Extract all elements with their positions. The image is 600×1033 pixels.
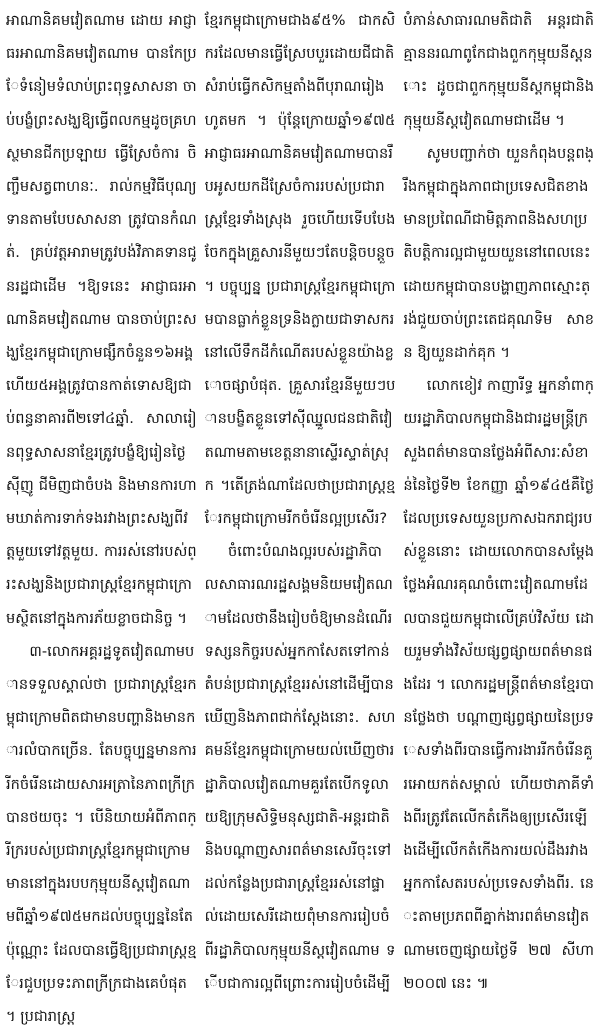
article-paragraph: ៣-លោកអគ្គរដ្ឋទូតវៀតណាមបានទទួលស្គាល់ថា ប្រជារាស្ត្រខ្មែរកម្ពុជាក្រោមពិតជាមានបញ្ហានិងមានការលំបាកច្រើន. តែបច្ចុប្បន្នមានការរីកចំរើនដោយសារអត្រានៃភាពក្រីក្របានថយចុះ ។ បើនិយាយអំពីភាពក្រីក្ររបស់ប្រជារាស្ត្រខ្មែរកម្ពុជាក្រោមមាននៅក្នុងរបបកុម្មុយនីស្តវៀតណាមពីឆ្នាំ១៩៧៥មកដល់បច្ចុប្បន្ននៃតែប៉ុណ្ណោះ ដែលបានធ្វើឱ្យប្រជារាស្ត្រខ្មែរជួបប្រទះភាពក្រីក្រជាងគេបំផុត ។ ប្រជារាស្ត្រ [6,642,197,1026]
article-column-left [6,4,197,1026]
article-paragraph: បំភាន់សាធារណមតិជាតិ អន្តរជាតិ គ្មាននរណាពូកែជាងពួកកុម្មុយនីស្តនោះ ដូចជាពួកកុម្មុយនីស្តកម្ពុជានិងកុម្មុយនីស្តវៀតណាមជាដើម ។ [403,12,595,129]
article-paragraph: អាណានិគមវៀតណាម ដោយ អាជ្ញាធរអាណានិគមវៀតណាម បានកែប្រែទំនៀមទំលាប់ព្រះពុទ្ធសាសនា ចាប់បង្ខំព្រះសង្ឃឱ្យធ្វើពលកម្មដូចគ្រហស្ថមានជីកប្រឡាយ ធ្វើស្រែចំការ ចិញ្ចឹមសត្វពាហនៈ. រាល់កម្មវិធីបុណ្យទានតាមបែបសាសនា ត្រូវបានកំណត់. គ្រប់វត្តអារាមត្រូវបង់វិភាគទានជូនរដ្ឋជាដើម ។ឱ្យទនេះ អាជ្ញាធរអាណានិគមវៀតណាម បានចាប់ព្រះសង្ឃខ្មែរកម្ពុជាក្រោមផ្សឹកចំនួន១៦អង្គហើយ៥អង្គត្រូវបានកាត់ទោសឱ្យជាប់ពន្ធនាគារពី២ទៅ៤ឆ្នាំ. សាលារៀនពុទ្ធសាសនាខ្មែរត្រូវបង្ខំឱ្យរៀនថ្ងៃស៊ីញូ ជីមិញជាចំបង និងមានការហាមឃាត់ការទាក់ទងរវាងព្រះសង្ឃពីវត្តមួយទៅវត្តមួយ. ការរស់នៅរបស់ព្រះសង្ឃនិងប្រជារាស្ត្រខ្មែរកម្ពុជាក្រោមស្ថិតនៅក្នុងការភ័យខ្លាចជានិច្ច ។ [6,12,197,627]
article-column-middle [205,4,396,1007]
article-paragraph: ខ្មែរកម្ពុជាក្រោមជាង៩៥% ជាកសិករដែលមានធ្វើស្រែបបួរដោយជីជាតិសំរាប់ធ្វើកសិកម្មតាំងពីបុរាណរៀងហូតមក ។ ប៉ុន្តែក្រោយឆ្នាំ១៩៧៥ អាជ្ញាធរអាណានិគមវៀតណាមបានរឹបអូសយកដីស្រែចំការរបស់ប្រជារាស្ត្រខ្មែរទាំងស្រុង រួចហើយទើបបែងចែកក្នុងគ្រួសារនីមួយៗតែបន្តិចបន្តួច ។ បច្ចុប្បន្ន ប្រជារាស្ត្រខ្មែរកម្ពុជាក្រោមបានធ្លាក់ខ្លួនទ្រនិងក្លាយជាទាសករនៅលើទឹកដីកំណើតរបស់ខ្លួនយ៉ាងខ្លោចផ្សាបំផុត. គ្រួសារខ្មែរនីមួយៗបានបង្ខិតខ្លួនទៅស៊ីឈ្នួលជនជាតិវៀតណាមតាមខេត្តនានាស្ទើរស្ទាត់ស្រុក ។តើត្រង់ណាដែលថាប្រជារាស្ត្រខ្មែរកម្ពុជាក្រោមរីកចំរើនល្អប្រសើរ? [204,12,396,528]
article-paragraph: សូមបញ្ជាក់ថា យួនកំពុងបន្តពង្រឹងកម្ពុជាក្នុងភាពជាប្រទេសជិតខាងមានប្រពៃណីជាមិត្តភាពនិងសហប្រតិបត្តិការល្អជាមួយយួននៅពេលនេះ ដោយកម្ពុជាបានបង្ហាញភាពស្មោះត្រង់ជួយចាប់ព្រះតេជគុណទិម សាខន ឱ្យយួនដាក់គុក ។ [403,144,595,362]
article-paragraph: លោកខៀវ កាញារីទ្ធ អ្នកនាំពាក្យរដ្ឋាភិបាលកម្ពុជានិងជារដ្ឋមន្ត្រីក្រសួងពត៌មានបានថ្លែងអំពីសារៈសំខាន់នៃថ្ងៃទី២ ខែកញ្ញា ឆ្នាំ១៩៤៥គឺថ្ងៃដែលប្រទេសយួនប្រកាសឯករាជ្យរបស់ខ្លួននោះ ដោយលោកបានសម្តែងថ្លែងអំណរគុណចំពោះវៀតណាមដែលបានជួយកម្ពុជាលើគ្រប់វិស័យ ដោយរួមទាំងវិស័យផ្សព្វផ្សាយពត៌មានផងដែរ ។ លោករដ្ឋមន្ត្រីពត៌មានខ្មែរបានថ្លែងថា បណ្តាញផ្សព្វផ្សាយនៃប្រទេសទាំងពីរបានធ្វើការងាររីកចំរើនគួរអោយកត់សម្គាល់ ហើយថាភាគីទាំងពីរត្រូវតែលើកតំកើងឲ្យប្រសើរឡើងដើម្បីលើកតំកើងការយល់ដឹងរវាងអ្នកកាសែតរបស់ប្រទេសទាំងពីរ. នេះតាមប្រភពពីគ្នាក់ងារពត៌មានវៀតណាមចេញផ្សាយថ្ងៃទី ២៧ សីហា ២០០៧ នេះ ៕ [403,377,595,992]
article-paragraph: ចំពោះបំណងល្អរបស់រដ្ឋាភិបាលសាធារណរដ្ឋសង្គមនិយមវៀតណាមដែលថានឹងរៀបចំឱ្យមានដំណើរទស្សនកិច្ចរបស់អ្នកកាសែតទៅកាន់តំបន់ប្រជារាស្ត្រខ្មែររស់នៅដើម្បីបានឃើញនិងភាពជាក់ស្តែងនោះ. សហគមន៍ខ្មែរកម្ពុជាក្រោមយល់ឃើញថារដ្ឋាភិបាលវៀតណាមគួរតែបើកទូលាយឱ្យក្រុមសិទ្ធិមនុស្សជាតិ-អន្តរជាតិនិងបណ្តាញសារពត៌មានសេរីចុះទៅដល់កន្លែងប្រជារាស្ត្រខ្មែររស់នៅផ្ទាល់ដោយសេរីដោយពុំមានការរៀបចំពីរដ្ឋាភិបាលកុម្មុយនីស្តវៀតណាម ទើបជាការល្អពីព្រោះការរៀបចំដើម្បី [204,543,396,992]
article-column-right [403,4,594,1007]
